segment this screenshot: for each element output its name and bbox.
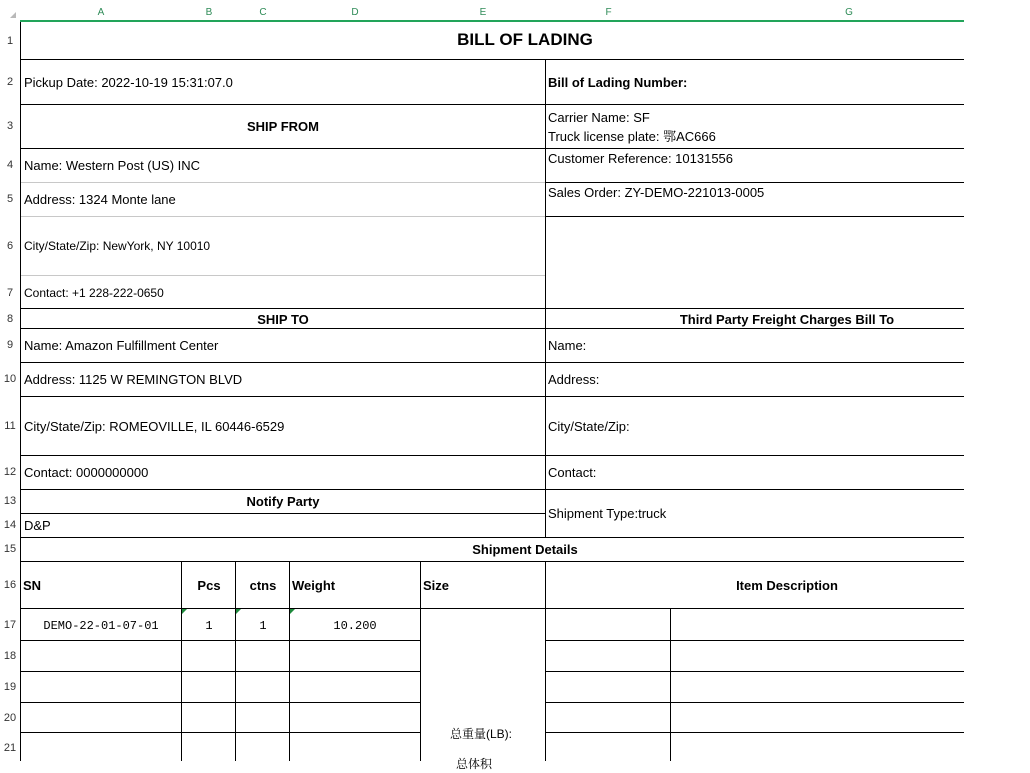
grid-line [546,702,964,703]
select-all-corner[interactable] [0,6,20,21]
item-description-header[interactable]: Item Description [736,578,838,593]
notify-party-cell[interactable]: D&P [24,518,51,533]
grid-line [20,702,420,703]
grid-line [20,328,964,329]
grid-line [20,275,546,276]
grid-line [20,148,964,149]
sn-header[interactable]: SN [23,578,42,593]
number-as-text-indicator [290,609,295,614]
number-as-text-indicator [182,609,187,614]
ship-to-name-cell[interactable]: Name: Amazon Fulfillment Center [24,338,219,353]
grid-line [20,608,964,609]
ship-from-address-cell[interactable]: Address: 1324 Monte lane [24,192,176,207]
row-header-10[interactable]: 10 [3,373,17,385]
ship-from-heading[interactable]: SHIP FROM [247,119,319,134]
row-header-18[interactable]: 18 [3,650,17,662]
row-header-20[interactable]: 20 [3,712,17,724]
column-header-e[interactable]: E [479,7,487,18]
grid-line [20,104,964,105]
grid-line [20,182,546,183]
ship-from-contact-cell[interactable]: Contact: +1 228-222-0650 [24,286,164,300]
row-header-21[interactable]: 21 [3,742,17,754]
column-header-a[interactable]: A [97,7,105,18]
ship-to-contact-cell[interactable]: Contact: 0000000000 [24,465,149,480]
grid-line [20,362,964,363]
ship-to-address-cell[interactable]: Address: 1125 W REMINGTON BLVD [24,372,243,387]
row-header-5[interactable]: 5 [6,193,14,205]
row-header-15[interactable]: 15 [3,543,17,555]
ship-from-name-cell[interactable]: Name: Western Post (US) INC [24,158,201,173]
row-header-1[interactable]: 1 [6,35,14,47]
sn-cell[interactable]: DEMO-22-01-07-01 [43,619,159,633]
grid-line [20,216,546,217]
total-volume-label-cutoff[interactable]: 总体积 [456,757,493,771]
grid-line [20,455,964,456]
row-header-17[interactable]: 17 [3,619,17,631]
row-header-16[interactable]: 16 [3,579,17,591]
third-party-address-cell[interactable]: Address: [548,372,600,387]
column-header-f[interactable]: F [605,7,612,18]
row-header-4[interactable]: 4 [6,159,14,171]
grid-line [20,513,546,514]
notify-party-heading[interactable]: Notify Party [246,494,320,509]
third-party-city-cell[interactable]: City/State/Zip: [548,419,630,434]
grid-line [20,537,964,538]
grid-line [546,640,964,641]
row-header-6[interactable]: 6 [6,240,14,252]
grid-line [546,732,964,733]
bol-number-cell[interactable]: Bill of Lading Number: [548,75,688,90]
grid-line [20,489,964,490]
third-party-contact-cell[interactable]: Contact: [548,465,597,480]
row-header-7[interactable]: 7 [6,287,14,299]
truck-plate-cell[interactable]: Truck license plate: 鄂AC666 [548,129,716,144]
ship-from-city-cell[interactable]: City/State/Zip: NewYork, NY 10010 [24,239,211,253]
customer-reference-cell[interactable]: Customer Reference: 10131556 [548,151,734,166]
grid-line [20,396,964,397]
row-header-2[interactable]: 2 [6,76,14,88]
grid-line [546,671,964,672]
row-header-14[interactable]: 14 [3,519,17,531]
pickup-date-cell[interactable]: Pickup Date: 2022-10-19 15:31:07.0 [24,75,233,90]
number-as-text-indicator [236,609,241,614]
grid-line [20,732,420,733]
pcs-cell[interactable]: 1 [205,619,213,633]
column-header-g[interactable]: G [845,7,853,18]
pcs-header[interactable]: Pcs [197,578,221,593]
row-header-19[interactable]: 19 [3,681,17,693]
row-header-13[interactable]: 13 [3,495,17,507]
weight-header[interactable]: Weight [292,578,336,593]
grid-line [20,640,420,641]
row-header-12[interactable]: 12 [3,466,17,478]
total-weight-label[interactable]: 总重量(LB): [450,727,513,741]
row-header-8[interactable]: 8 [6,313,14,325]
grid-line [20,561,964,562]
grid-line [20,308,964,309]
weight-cell[interactable]: 10.200 [333,619,377,633]
row-header-9[interactable]: 9 [6,339,14,351]
row-header-3[interactable]: 3 [6,120,14,132]
row-header-11[interactable]: 11 [4,420,16,432]
third-party-heading[interactable]: Third Party Freight Charges Bill To [679,312,895,327]
column-header-d[interactable]: D [351,7,359,18]
column-header-c[interactable]: C [259,7,267,18]
bol-title[interactable]: BILL OF LADING [457,30,593,49]
grid-line [670,608,671,761]
column-header-b[interactable]: B [205,7,213,18]
shipment-type-cell[interactable]: Shipment Type:truck [548,506,667,521]
grid-line [546,182,964,183]
sales-order-cell[interactable]: Sales Order: ZY-DEMO-221013-0005 [548,185,765,200]
grid-line [20,671,420,672]
grid-line [420,561,421,761]
column-header-underline [20,20,964,22]
third-party-name-cell[interactable]: Name: [548,338,587,353]
ship-to-city-cell[interactable]: City/State/Zip: ROMEOVILLE, IL 60446-6529 [24,419,285,434]
ctns-header[interactable]: ctns [249,578,277,593]
carrier-name-cell[interactable]: Carrier Name: SF [548,110,650,125]
grid-line [546,216,964,217]
grid-line [20,59,964,60]
ship-to-heading[interactable]: SHIP TO [257,312,309,327]
size-header[interactable]: Size [423,578,450,593]
ctns-cell[interactable]: 1 [259,619,267,633]
shipment-details-heading[interactable]: Shipment Details [472,542,578,557]
